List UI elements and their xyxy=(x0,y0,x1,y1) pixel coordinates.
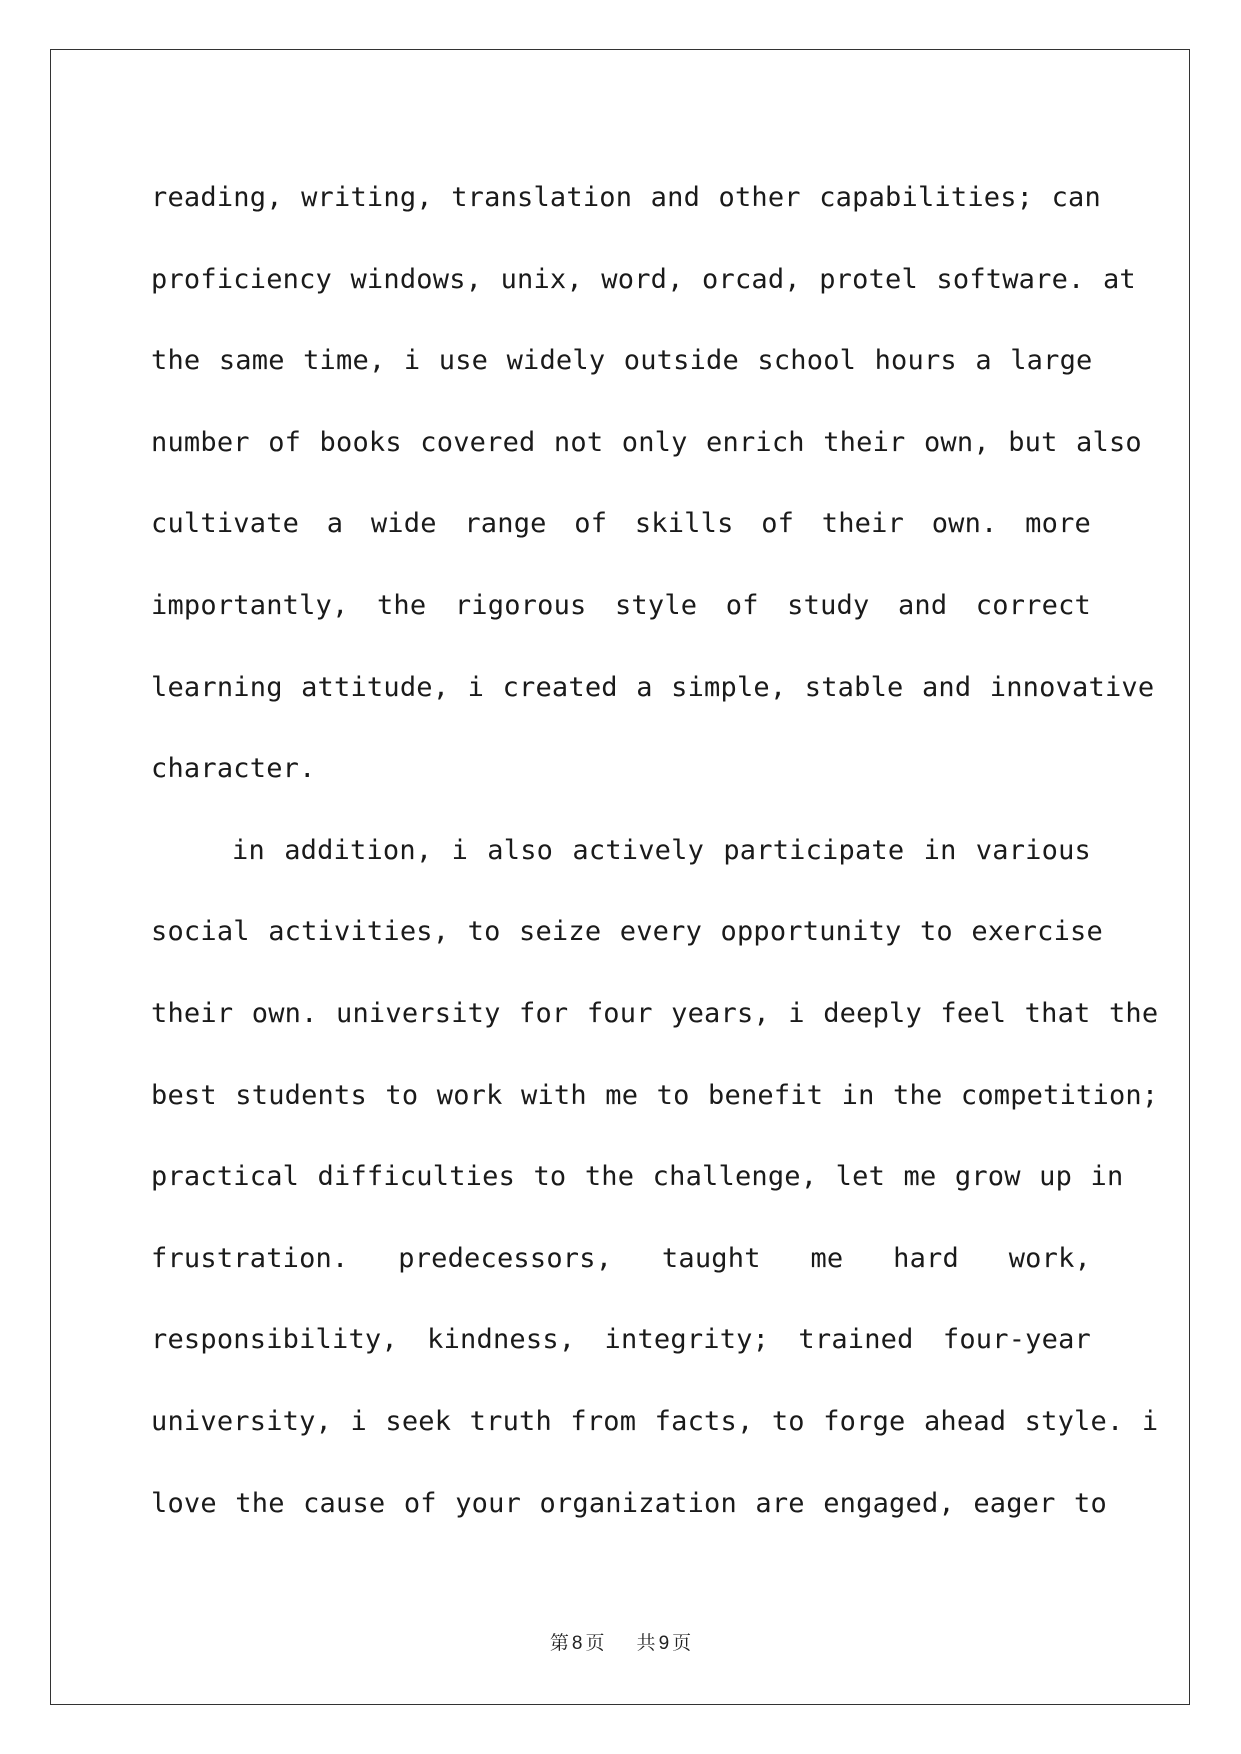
page-current: 8 xyxy=(571,1633,583,1654)
document-body xyxy=(151,157,1159,1544)
text-line: frustration. predecessors, taught me hard work, xyxy=(151,1242,1091,1274)
page-number xyxy=(550,1628,605,1655)
total-suffix: 页 xyxy=(672,1632,692,1654)
text-line: the same time, i use widely outside school hours a large xyxy=(151,345,1093,377)
text-line: importantly, the rigorous style of study and correct xyxy=(151,589,1091,621)
text-line: love the cause of your organization are engaged, eager to xyxy=(151,1487,1107,1519)
text-line: their own. university for four years, i deeply feel that the xyxy=(151,997,1159,1029)
text-line: reading, writing, translation and other capabilities; can xyxy=(151,182,1101,213)
text-line: practical difficulties to the challenge, let me grow up in xyxy=(151,1161,1124,1193)
text-line: learning attitude, i created a simple, stable and innovative xyxy=(151,671,1155,703)
page-suffix: 页 xyxy=(585,1632,605,1654)
text-line: in addition, i also actively participate in various xyxy=(232,834,1091,866)
text-line: best students to work with me to benefit in the competition; xyxy=(151,1079,1159,1111)
total-prefix: 共 xyxy=(636,1632,656,1654)
text-line: cultivate a wide range of skills of their own. more xyxy=(151,508,1091,540)
page-prefix: 第 xyxy=(549,1632,569,1654)
text-line: university, i seek truth from facts, to forge ahead style. i xyxy=(151,1405,1159,1437)
text-line: responsibility, kindness, integrity; trained four-year xyxy=(151,1324,1091,1356)
page-total-count: 9 xyxy=(658,1633,670,1654)
page-total xyxy=(637,1628,692,1655)
text-line: social activities, to seize every opportunity to exercise xyxy=(151,916,1103,948)
text-line: proficiency windows, unix, word, orcad, protel software. at xyxy=(151,263,1136,295)
text-line: number of books covered not only enrich their own, but also xyxy=(151,426,1142,458)
page-footer xyxy=(0,1628,1241,1655)
text-line: character. xyxy=(151,753,316,785)
